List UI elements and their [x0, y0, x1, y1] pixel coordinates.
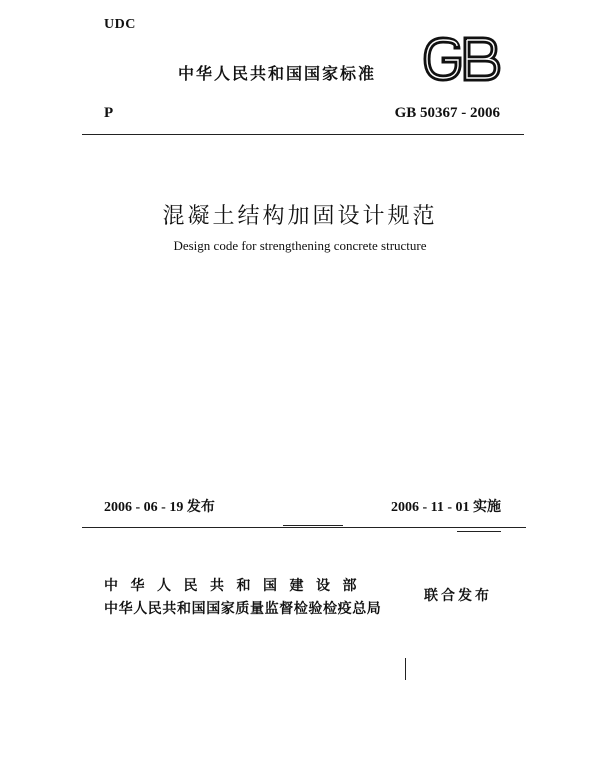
udc-label: UDC — [104, 17, 136, 32]
gb-logo — [421, 36, 503, 82]
bottom-divider — [82, 527, 526, 528]
divider-accent-right — [457, 531, 501, 532]
classification-letter: P — [104, 105, 114, 121]
standard-code: GB 50367 - 2006 — [394, 105, 500, 121]
page-mark — [405, 658, 406, 680]
gb-logo-inner — [427, 40, 497, 78]
title-chinese: 混凝土结构加固设计规范 — [162, 204, 438, 229]
national-standard-heading: 中华人民共和国国家标准 — [178, 64, 377, 83]
implementation-date: 2006 - 11 - 01 实施 — [390, 500, 501, 515]
issuer-ministry: 中华人民共和国建设部 — [104, 578, 369, 594]
joint-issue-label: 联合发布 — [424, 588, 492, 604]
top-divider — [82, 134, 524, 135]
title-english: Design code for strengthening concrete structure — [173, 238, 427, 253]
issue-date: 2006 - 06 - 19 发布 — [104, 500, 215, 515]
issuer-aqsiq: 中华人民共和国国家质量监督检验检疫总局 — [104, 601, 382, 617]
divider-accent-left — [283, 525, 343, 526]
